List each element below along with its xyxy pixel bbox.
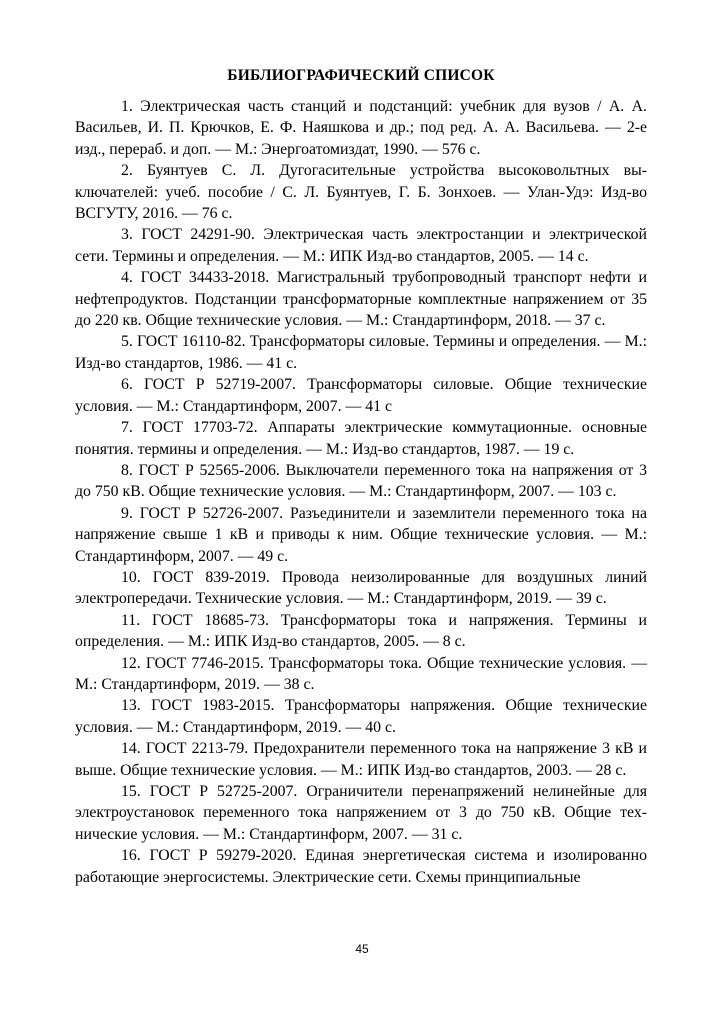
bibliography-entry-7: 7. ГОСТ 17703-72. Аппараты электрические коммутационные. основные понятия. термины и определения. — М.: Изд-во стандартов, 1987. — 19 с. (75, 419, 647, 458)
page-number: 45 (355, 942, 369, 956)
bibliography-entry-3: 3. ГОСТ 24291-90. Электрическая часть электростанции и электрической сети. Термины и определения. — М.: ИПК Изд-во стандартов, 2005. — 14 с. (75, 226, 647, 265)
bibliography-entry-15: 15. ГОСТ Р 52725-2007. Ограничители перенапряжений нелинейные для электроустановок переменного тока напряжением от 3 до 750 кВ. Общие технические условия. — М.: Стандартинформ, 2007. — 31 с. (75, 783, 647, 843)
bibliography-list (75, 96, 647, 888)
bibliography-entry-4: 4. ГОСТ 34433-2018. Магистральный трубопроводный транспорт нефти и нефтепродуктов. Подстанции трансформаторные комплектные напряжением от 35 до 220 кв. Общие технические условия. — М.: Стандартинформ, 2018. — 37 с. (75, 269, 647, 330)
bibliography-entry-16: 16. ГОСТ Р 59279-2020. Единая энергетическая система и изолированно работающие энергосистемы. Электрические сети. Схемы принципиальные (75, 847, 647, 886)
page-title: БИБЛИОГРАФИЧЕСКИЙ СПИСОК (227, 67, 495, 84)
bibliography-entry-6: 6. ГОСТ Р 52719-2007. Трансформаторы силовые. Общие технические условия. — М.: Стандартинформ, 2007. — 41 с (75, 376, 647, 415)
bibliography-entry-2: 2. Буянтуев С. Л. Дугогасительные устройства высоковольтных выключателей: учеб. пособие / С. Л. Буянтуев, Г. Б. Зонхоев. — Улан-Удэ: Изд-во ВСГУТУ, 2016. — 76 с. (75, 162, 647, 223)
bibliography-entry-14: 14. ГОСТ 2213-79. Предохранители переменного тока на напряжение 3 кВ и выше. Общие технические условия. — М.: ИПК Изд-во стандартов, 2003. — 28 с. (75, 740, 647, 779)
bibliography-entry-11: 11. ГОСТ 18685-73. Трансформаторы тока и напряжения. Термины и определения. — М.: ИПК Изд-во стандартов, 2005. — 8 с. (75, 611, 647, 651)
bibliography-page (75, 66, 647, 888)
bibliography-entry-13: 13. ГОСТ 1983-2015. Трансформаторы напряжения. Общие технические условия. — М.: Стандартинформ, 2019. — 40 с. (75, 697, 647, 736)
bibliography-entry-9: 9. ГОСТ Р 52726-2007. Разъединители и заземлители переменного тока на напряжение свыше 1 кВ и приводы к ним. Общие технические условия. — М.: Стандартинформ, 2007. — 49 с. (75, 504, 647, 565)
bibliography-entry-10: 10. ГОСТ 839-2019. Провода неизолированные для воздушных линий электропередачи. Технические условия. — М.: Стандартинформ, 2019. — 39 с. (75, 568, 647, 608)
bibliography-entry-8: 8. ГОСТ Р 52565-2006. Выключатели переменного тока на напряжения от 3 до 750 кВ. Общие технические условия. — М.: Стандартинформ, 2007. — 103 с. (75, 461, 647, 501)
bibliography-entry-12: 12. ГОСТ 7746-2015. Трансформаторы тока. Общие технические условия. — М.: Стандартинформ, 2019. — 38 с. (75, 654, 647, 693)
bibliography-entry-5: 5. ГОСТ 16110-82. Трансформаторы силовые. Термины и определения. — М.: Изд-во стандартов, 1986. — 41 с. (75, 333, 647, 372)
bibliography-entry-1: 1. Электрическая часть станций и подстанций: учебник для вузов / А. А. Васильев, И. П. Крючков, Е. Ф. Наяшкова и др.; под ред. А. А. Васильева. — 2-е изд., перераб. и доп. — М.: Энергоатомиздат, 1990. — 576 с. (75, 98, 647, 158)
